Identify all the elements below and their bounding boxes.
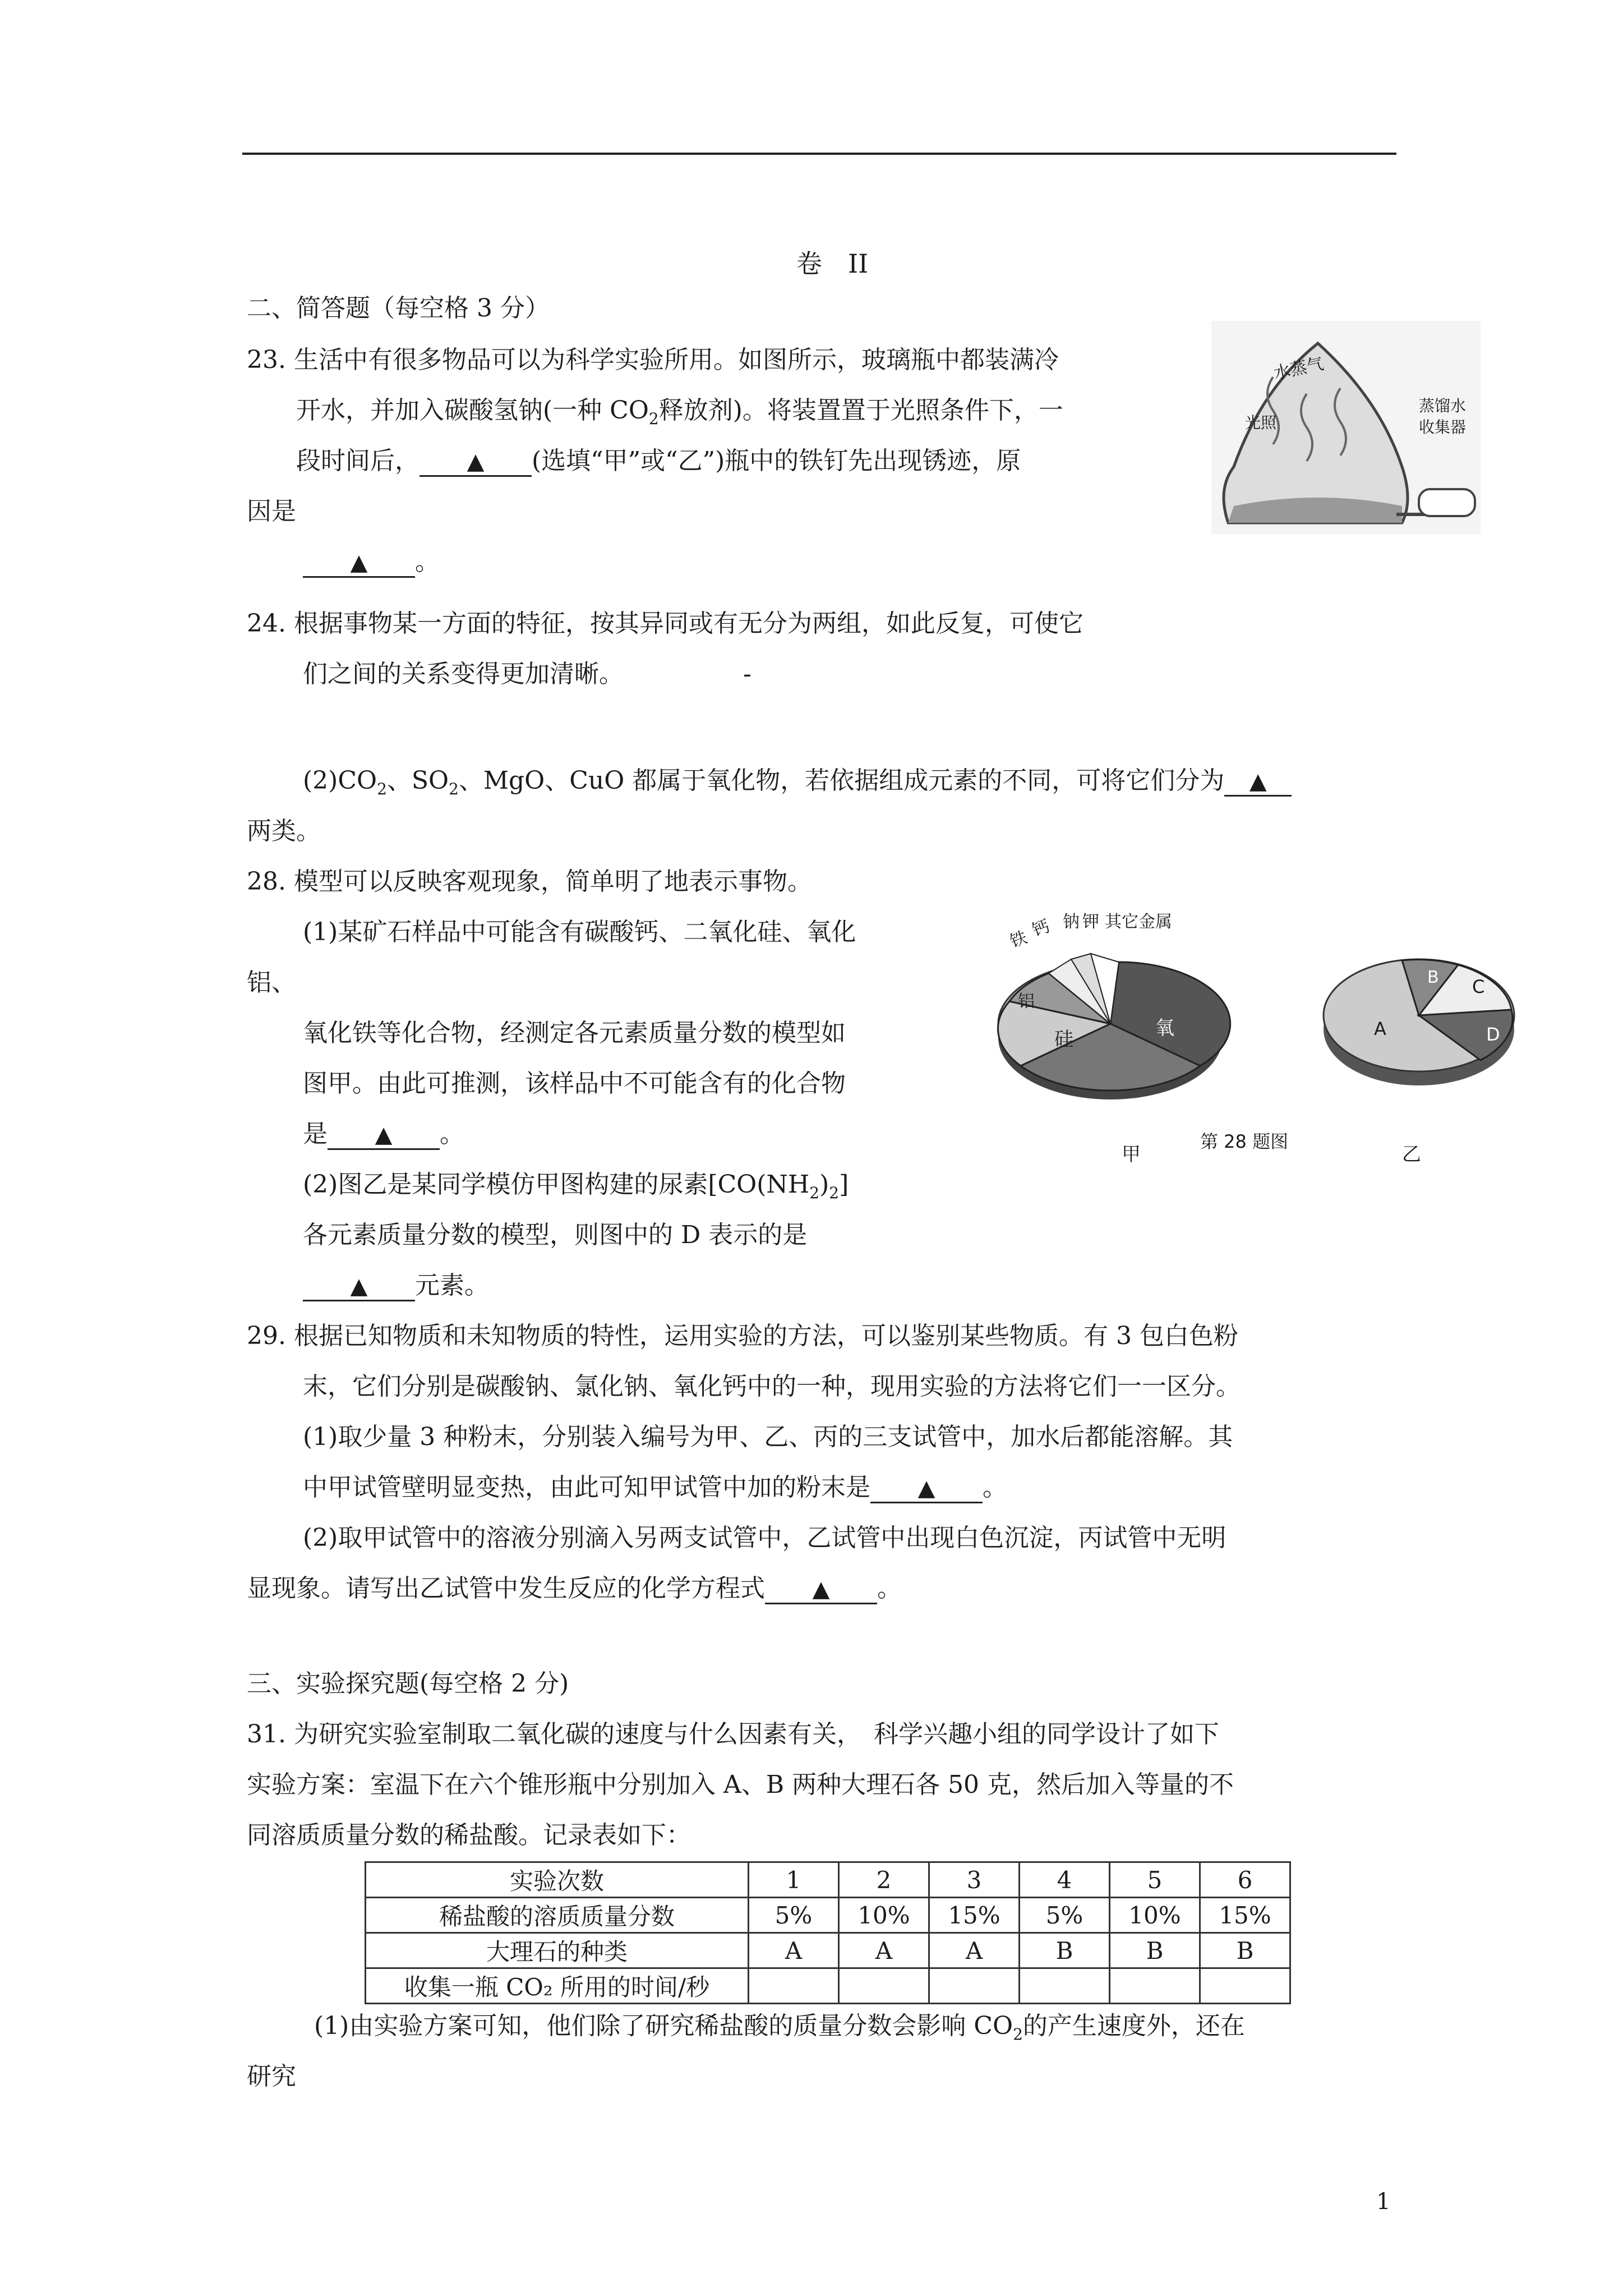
table-header-cell: 2 [839, 1862, 929, 1898]
table-cell [1020, 1968, 1110, 2004]
q28-p1-line3: 氧化铁等化合物，经测定各元素质量分数的模型如 [303, 1019, 846, 1047]
q28-pie-figure [987, 898, 1559, 1178]
q28-line1: 28. 模型可以反映客观现象，简单明了地表示事物。 [247, 867, 812, 896]
table-cell: B [1020, 1933, 1110, 1968]
q23-line3: 段时间后， ▲ (选填“甲”或“乙”)瓶中的铁钉先出现锈迹，原 [296, 444, 1021, 478]
q23-line2: 开水，并加入碳酸氢钠(一种 $CO_2$释放剂)。将装置置于光照条件下，一 [296, 396, 1063, 428]
table-cell: 稀盐酸的溶质质量分数 [366, 1898, 749, 1933]
q28-p1-line2: 铝、 [247, 968, 296, 997]
q28-p1-line4: 图甲。由此可推测，该样品中不可能含有的化合物 [303, 1069, 846, 1098]
table-cell [749, 1968, 839, 2004]
pie-left-label-aluminum: 铝 [1018, 992, 1035, 1011]
table-cell: A [839, 1933, 929, 1968]
q29-line4: 中甲试管壁明显变热，由此可知甲试管中加的粉末是 ▲ 。 [303, 1471, 1007, 1504]
q31-line2: 实验方案：室温下在六个锥形瓶中分别加入 A、B 两种大理石各 50 克，然后加入等量的不 [247, 1770, 1234, 1799]
pie-right-label-b: B [1427, 968, 1439, 987]
q29-line5: (2)取甲试管中的溶液分别滴入另两支试管中，乙试管中出现白色沉淀，丙试管中无明 [303, 1524, 1227, 1552]
pie-right-label-d: D [1486, 1024, 1500, 1045]
table-row [366, 1898, 1290, 1933]
table-header-cell: 1 [749, 1862, 839, 1898]
table-header-cell: 6 [1200, 1862, 1290, 1898]
table-cell: 10% [1110, 1898, 1200, 1933]
table-cell [1200, 1968, 1290, 2004]
pie-left-label-sodium: 钠 [1063, 912, 1080, 932]
table-cell: 10% [839, 1898, 929, 1933]
volume-title: 卷 II [796, 249, 869, 279]
answer-blank[interactable]: ▲ [870, 1475, 983, 1503]
q24-line1: 24. 根据事物某一方面的特征，按其异同或有无分为两组，如此反复，可使它 [247, 609, 1083, 638]
table-row [366, 1933, 1290, 1968]
pie-left-label-iron: 铁 [1007, 927, 1030, 952]
q29-line6: 显现象。请写出乙试管中发生反应的化学方程式 ▲ 。 [247, 1572, 902, 1605]
collector-label-2: 收集器 [1419, 418, 1467, 436]
q29-line3: (1)取少量 3 种粉末，分别装入编号为甲、乙、丙的三支试管中，加水后都能溶解。其 [303, 1423, 1233, 1451]
q29-line1: 29. 根据已知物质和未知物质的特性，运用实验的方法，可以鉴别某些物质。有 3 包白色粉 [247, 1322, 1238, 1350]
steam-label: 水蒸气 [1272, 353, 1326, 384]
light-label: 光照 [1245, 413, 1277, 432]
pie-left-caption: 甲 [1122, 1143, 1141, 1166]
q29-line2: 末，它们分别是碳酸钠、氯化钠、氧化钙中的一种，现用实验的方法将它们一一区分。 [303, 1372, 1241, 1401]
record-table [365, 1861, 1291, 2004]
q31-p1-line2: 研究 [247, 2062, 296, 2091]
figure-caption: 第 28 题图 [1200, 1131, 1289, 1152]
pie-left-label-potassium: 钾 [1082, 912, 1099, 932]
q31-line1: 31. 为研究实验室制取二氧化碳的速度与什么因素有关， 科学兴趣小组的同学设计了如下 [247, 1720, 1219, 1749]
table-cell [929, 1968, 1020, 2004]
answer-blank[interactable]: ▲ [303, 549, 415, 578]
pie-right-label-a: A [1374, 1018, 1386, 1039]
table-cell: B [1110, 1933, 1200, 1968]
answer-blank[interactable]: ▲ [303, 1273, 415, 1301]
table-cell: 15% [929, 1898, 1020, 1933]
table-row [366, 1968, 1290, 2004]
table-cell: 收集一瓶 CO₂ 所用的时间/秒 [366, 1968, 749, 2004]
table-header-cell: 4 [1020, 1862, 1110, 1898]
q23-line1: 23. 生活中有很多物品可以为科学实验所用。如图所示，玻璃瓶中都装满冷 [247, 346, 1059, 374]
header-rule [242, 153, 1396, 155]
table-header-row [366, 1862, 1290, 1898]
q23-apparatus-figure [1211, 321, 1481, 534]
page-number: 1 [1376, 2189, 1391, 2215]
table-cell: A [929, 1933, 1020, 1968]
table-header-cell: 实验次数 [366, 1862, 749, 1898]
q28-p1-line5: 是 ▲ 。 [303, 1117, 464, 1151]
q24-part2: $(2)CO_2$、$SO_2$、MgO、CuO 都属于氧化物，若依据组成元素的不同，可将它们分为 ▲ [303, 764, 1292, 806]
pie-left-label-calcium: 钙 [1030, 916, 1053, 941]
answer-blank[interactable]: ▲ [328, 1121, 440, 1150]
pie-right-label-c: C [1472, 976, 1485, 997]
table-cell: 5% [749, 1898, 839, 1933]
table-cell: 大理石的种类 [366, 1933, 749, 1968]
section2-heading: 二、简答题（每空格 3 分） [247, 294, 550, 323]
table-cell [839, 1968, 929, 2004]
answer-blank[interactable]: ▲ [419, 448, 532, 477]
table-cell: 15% [1200, 1898, 1290, 1933]
answer-blank[interactable]: ▲ [1224, 768, 1292, 797]
table-header-cell: 5 [1110, 1862, 1200, 1898]
q23-line4: 因是 [247, 497, 296, 526]
q28-p2-line2: 各元素质量分数的模型，则图中的 D 表示的是 [303, 1221, 808, 1249]
pie-right-caption: 乙 [1402, 1143, 1421, 1166]
table-cell: A [749, 1933, 839, 1968]
q28-p2-line3: ▲ 元素。 [303, 1269, 489, 1303]
table-cell: 5% [1020, 1898, 1110, 1933]
q31-p1-line1: (1)由实验方案可知，他们除了研究稀盐酸的质量分数会影响 $CO_2$的产生速度外，还在 [314, 2012, 1245, 2044]
q28-p2-line1: (2)图乙是某同学模仿甲图构建的尿素$[CO(NH_2)_2]$ [303, 1170, 849, 1202]
table-cell [1110, 1968, 1200, 2004]
table-header-cell: 3 [929, 1862, 1020, 1898]
answer-blank[interactable]: ▲ [765, 1576, 877, 1604]
q24-dash: - [743, 660, 751, 688]
q24-part2-end: 两类。 [247, 817, 321, 845]
q31-line3: 同溶质质量分数的稀盐酸。记录表如下： [247, 1821, 691, 1849]
pie-left-label-oxygen: 氧 [1155, 1017, 1174, 1039]
pie-left-label-other-metals: 其它金属 [1105, 912, 1172, 932]
table-cell: B [1200, 1933, 1290, 1968]
pie-left-label-silicon: 硅 [1054, 1028, 1073, 1051]
collector-label-1: 蒸馏水 [1419, 397, 1467, 415]
q24-line2: 们之间的关系变得更加清晰。 [303, 660, 624, 688]
q28-p1-line1: (1)某矿石样品中可能含有碳酸钙、二氧化硅、氧化 [303, 918, 856, 946]
section3-heading: 三、实验探究题(每空格 2 分) [247, 1669, 569, 1698]
q23-line5: ▲ 。 [303, 545, 440, 579]
